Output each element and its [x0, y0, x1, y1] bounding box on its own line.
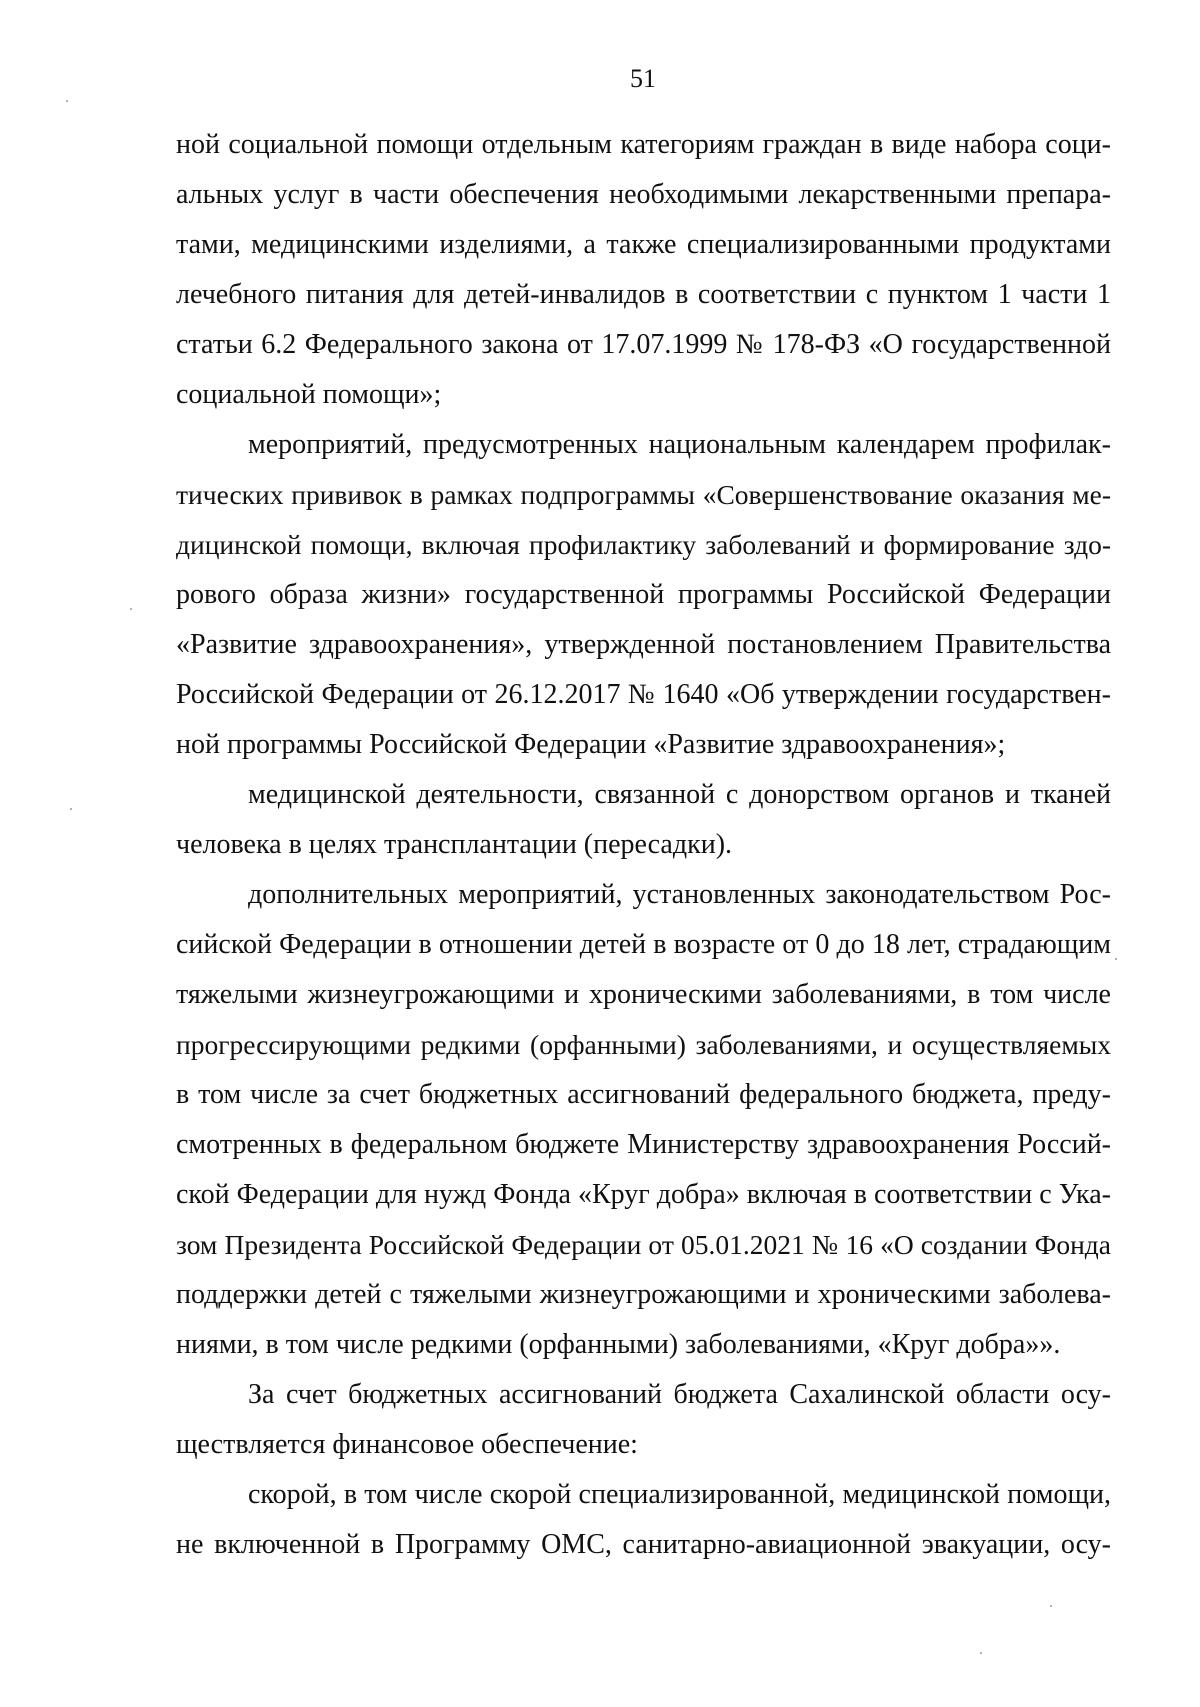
scan-speck	[980, 1652, 982, 1654]
text-line: лечебного питания для детей-инвалидов в соответствии с пунктом 1 части 1	[176, 279, 1111, 310]
text-line: поддержки детей с тяжелыми жизнеугрожающими и хроническими заболева-	[176, 1279, 1111, 1310]
text-line: тяжелыми жизнеугрожающими и хроническими заболеваниями, в том числе	[176, 979, 1111, 1010]
text-line: зом Президента Российской Федерации от 05.01.2021 № 16 «О создании Фонда	[176, 1229, 1111, 1260]
text-line: альных услуг в части обеспечения необходимыми лекарственными препара-	[176, 179, 1111, 210]
text-line: не включенной в Программу ОМС, санитарно-авиационной эвакуации, осу-	[176, 1529, 1111, 1560]
scan-speck	[130, 608, 132, 610]
text-line: дицинской помощи, включая профилактику заболеваний и формирование здо-	[176, 529, 1111, 560]
text-line: в том числе за счет бюджетных ассигнований федерального бюджета, преду-	[176, 1079, 1111, 1110]
scan-speck	[66, 100, 68, 102]
text-line: прогрессирующими редкими (орфанными) заболеваниями, и осуществляемых	[176, 1029, 1111, 1060]
text-line: медицинской деятельности, связанной с донорством органов и тканей	[248, 779, 1111, 810]
body-text	[176, 120, 1111, 1570]
text-line: «Развитие здравоохранения», утвержденной постановлением Правительства	[176, 629, 1111, 660]
scan-speck	[1050, 1605, 1052, 1607]
text-line: статьи 6.2 Федерального закона от 17.07.1999 № 178-ФЗ «О государственной	[176, 329, 1111, 360]
text-line: ной программы Российской Федерации «Развитие здравоохранения»;	[176, 729, 1006, 760]
page-number-text: 51	[630, 64, 656, 93]
text-line: социальной помощи»;	[176, 379, 442, 410]
text-line: ществляется финансовое обеспечение:	[176, 1429, 638, 1460]
scan-speck	[1115, 958, 1117, 960]
text-line: ной социальной помощи отдельным категориям граждан в виде набора соци-	[176, 129, 1111, 160]
text-line: рового образа жизни» государственной программы Российской Федерации	[176, 579, 1111, 610]
text-line: человека в целях трансплантации (пересадки).	[176, 829, 733, 860]
page-number	[0, 64, 1200, 94]
text-line: ниями, в том числе редкими (орфанными) заболеваниями, «Круг добра»».	[176, 1329, 1061, 1360]
text-line: мероприятий, предусмотренных национальным календарем профилак-	[248, 429, 1111, 460]
scan-speck	[70, 808, 72, 810]
text-line: Российской Федерации от 26.12.2017 № 1640 «Об утверждении государствен-	[176, 679, 1111, 710]
text-line: тических прививок в рамках подпрограммы «Совершенствование оказания ме-	[176, 479, 1111, 510]
text-line: дополнительных мероприятий, установленных законодательством Рос-	[248, 879, 1111, 910]
text-line: тами, медицинскими изделиями, а также специализированными продуктами	[176, 229, 1111, 260]
text-line: ской Федерации для нужд Фонда «Круг добра» включая в соответствии с Ука-	[176, 1179, 1111, 1210]
text-line: За счет бюджетных ассигнований бюджета Сахалинской области осу-	[248, 1379, 1111, 1410]
text-line: смотренных в федеральном бюджете Министерству здравоохранения Россий-	[176, 1129, 1111, 1160]
text-line: скорой, в том числе скорой специализированной, медицинской помощи,	[248, 1479, 1111, 1510]
text-line: сийской Федерации в отношении детей в возрасте от 0 до 18 лет, страдающим	[176, 929, 1111, 960]
